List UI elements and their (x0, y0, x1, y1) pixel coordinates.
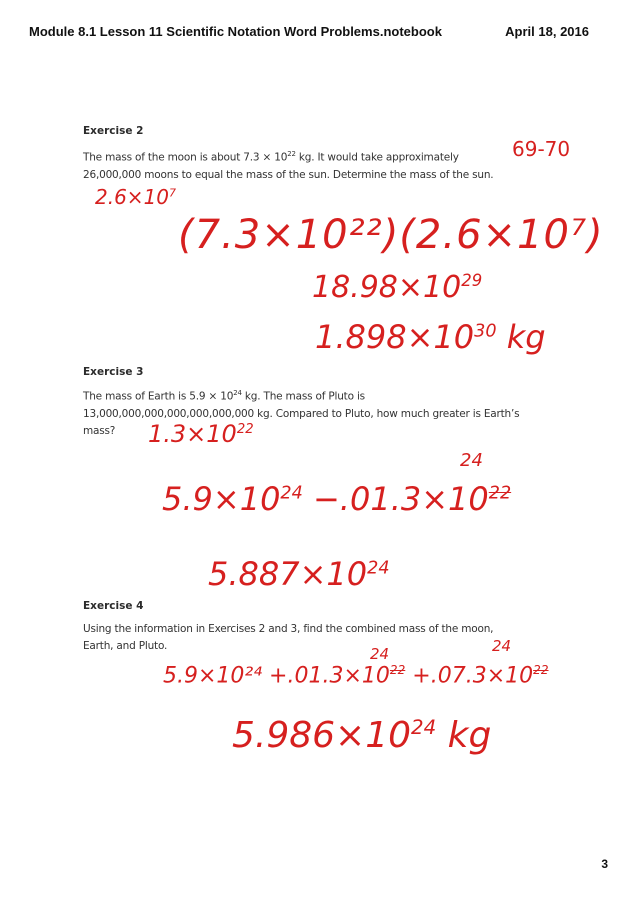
exercise-4-title: Exercise 4 (83, 600, 144, 612)
document-title: Module 8.1 Lesson 11 Scientific Notation Word Problems.notebook (29, 24, 442, 39)
exercise-3-title: Exercise 3 (83, 366, 144, 378)
page-number: 3 (601, 857, 608, 871)
ex2-handwritten-product: (7.3×10²²)(2.6×10⁷) (178, 212, 604, 258)
exercise-3-text: The mass of Earth is $5.9 \times 10^{24}$ kg. The mass of Pluto is 13,000,000,000,000,000,000,000 kg. Compared to Pluto, how much greater is Earth’s mass? (83, 389, 520, 437)
ex3-corrected-exponent: 24 (460, 450, 483, 471)
ex3-handwritten-answer: $5.887\times 10^{24}$ (208, 555, 390, 593)
page-header (29, 24, 589, 39)
exercise-2-text: The mass of the moon is about $7.3 \times 10^{22}$ kg. It would take approximately 26,000,000 moons to equal the mass of the sun. Determine the mass of the sun. (83, 150, 494, 181)
exercise-4-text: Using the information in Exercises 2 and 3, find the combined mass of the moon, Earth, and Pluto. (83, 623, 494, 652)
ex4-corrected-exponent-1: 24 (370, 645, 390, 663)
ex3-handwritten-subtraction: $5.9\times 10^{24} -.01.3\times 10^{22}$ (162, 480, 512, 518)
document-date: April 18, 2016 (505, 24, 589, 39)
ex4-handwritten-answer: $5.986\times 10^{24}$ kg (232, 715, 492, 756)
ex3-handwritten-pluto: $1.3\times 10^{22}$ (148, 420, 254, 448)
ex4-corrected-exponent-2: 24 (492, 637, 512, 655)
exercise-2-title: Exercise 2 (83, 125, 144, 137)
ex2-handwritten-step: $18.98\times 10^{29}$ (312, 270, 483, 305)
ex2-handwritten-given: $2.6\times 10^7$ (95, 185, 177, 209)
ex2-handwritten-answer: $1.898\times 10^{30}$ kg (315, 318, 546, 356)
homework-pages-note: 69-70 (512, 137, 571, 161)
ex4-handwritten-sum: $5.9\times 10^{24} +.01.3\times 10^{22} +.07.3\times 10^{22}$ (163, 663, 549, 689)
